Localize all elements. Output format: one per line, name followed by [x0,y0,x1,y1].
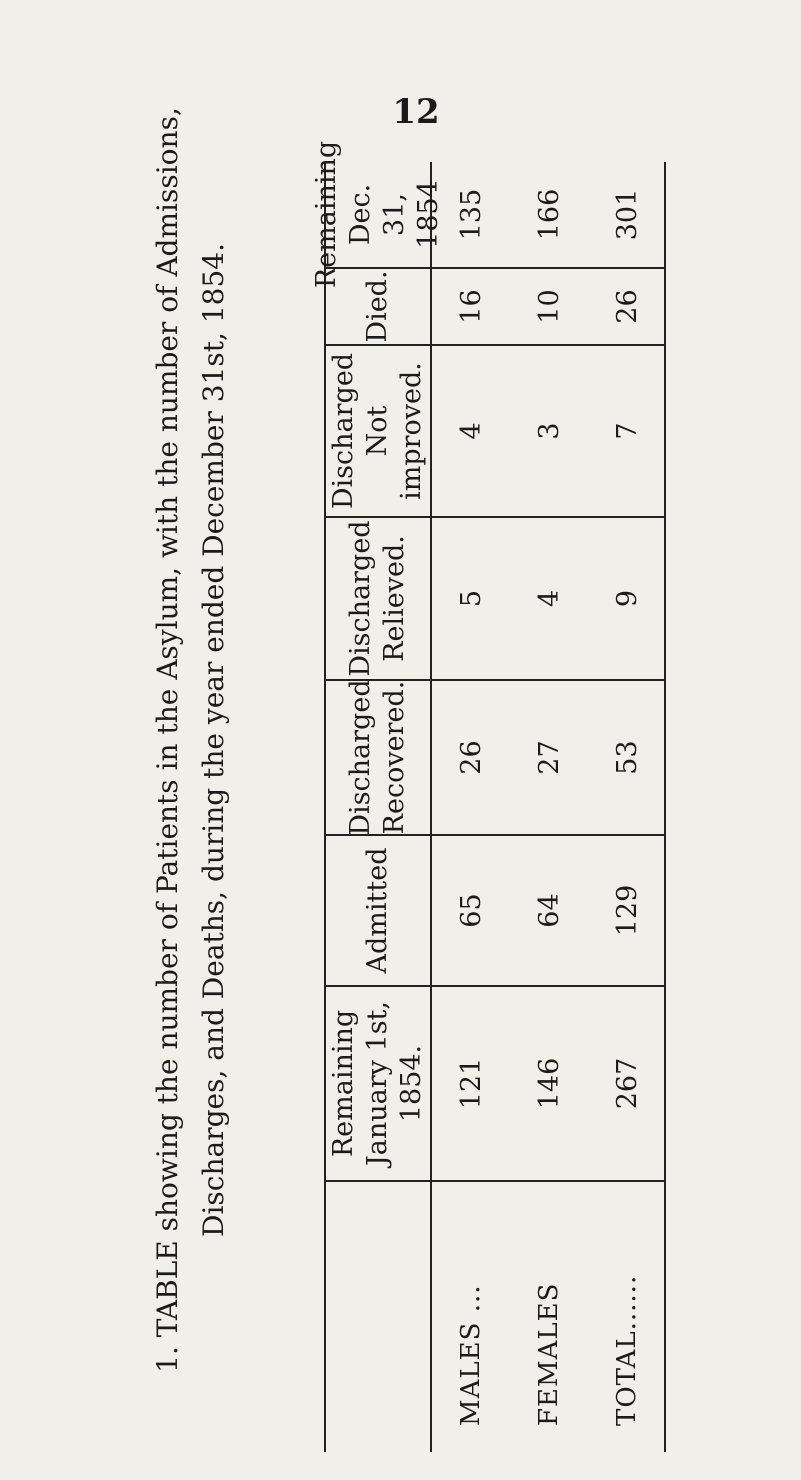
header-blank [326,1180,430,1452]
column-died [432,267,666,344]
table-cell: 26 [611,289,643,324]
table-cell: 10 [533,289,565,324]
column-admitted [432,834,666,985]
table-header-row [311,140,444,1452]
table-cell: 26 [455,740,487,775]
table-cell: 4 [533,589,565,608]
caption-line-2: Discharges, and Deaths, during the year ended December 31st, 1854. [197,243,230,1237]
table-cell: 301 [611,188,643,241]
patients-table [311,140,666,1452]
header-text: Discharged [328,352,359,510]
table-cell: 64 [533,893,565,928]
row-labels [432,1180,666,1452]
column-discharged-not-improved [432,344,666,516]
table-cell: 16 [455,289,487,324]
header-text: Relieved. [379,535,410,662]
header-text: Died. [362,270,393,343]
header-text: Admitted [362,847,393,974]
table-cell: 7 [611,422,643,440]
header-text: Remaining [328,1009,359,1158]
header-text: Remaining [311,140,342,289]
table-cell: 166 [533,188,565,241]
table-cell: 53 [611,740,643,775]
table-cell: 9 [611,589,643,608]
header-remaining-dec [311,140,444,289]
table-cell: 121 [455,1057,487,1110]
row-label-total: TOTAL...... [612,1274,642,1426]
table-body [432,162,666,1452]
row-label-females: FEMALES [534,1282,564,1426]
table-cell: 3 [533,422,565,440]
header-text: Not improved. [362,362,427,500]
table-cell: 27 [533,740,565,775]
header-discharged-not-improved [326,344,430,516]
table-cell: 146 [533,1057,565,1110]
header-text: Dec. 31, 1854 [345,180,444,249]
table-cell: 267 [611,1057,643,1110]
header-discharged-relieved [326,516,430,679]
header-text: Discharged [345,679,376,836]
column-remaining-jan [432,985,666,1180]
table-cell: 4 [455,422,487,440]
table-cell: 65 [455,893,487,928]
column-discharged-relieved [432,516,666,679]
header-text: Recovered. [379,680,410,835]
header-discharged-recovered [326,679,430,834]
caption-line-1: 1. TABLE showing the number of Patients in the Asylum, with the number of Admissions, [151,107,184,1373]
table-cell: 129 [611,884,643,937]
column-remaining-dec [432,162,666,267]
table-cell: 5 [455,589,487,608]
header-admitted [326,834,430,985]
column-discharged-recovered [432,679,666,834]
header-text: January 1st, 1854. [362,1001,427,1167]
row-label-males: MALES ... [456,1284,486,1426]
header-text: Discharged [345,520,376,677]
header-remaining-jan [326,985,430,1180]
table-caption [145,50,255,1430]
table-cell: 135 [455,188,487,241]
page-number: 12 [392,92,440,132]
